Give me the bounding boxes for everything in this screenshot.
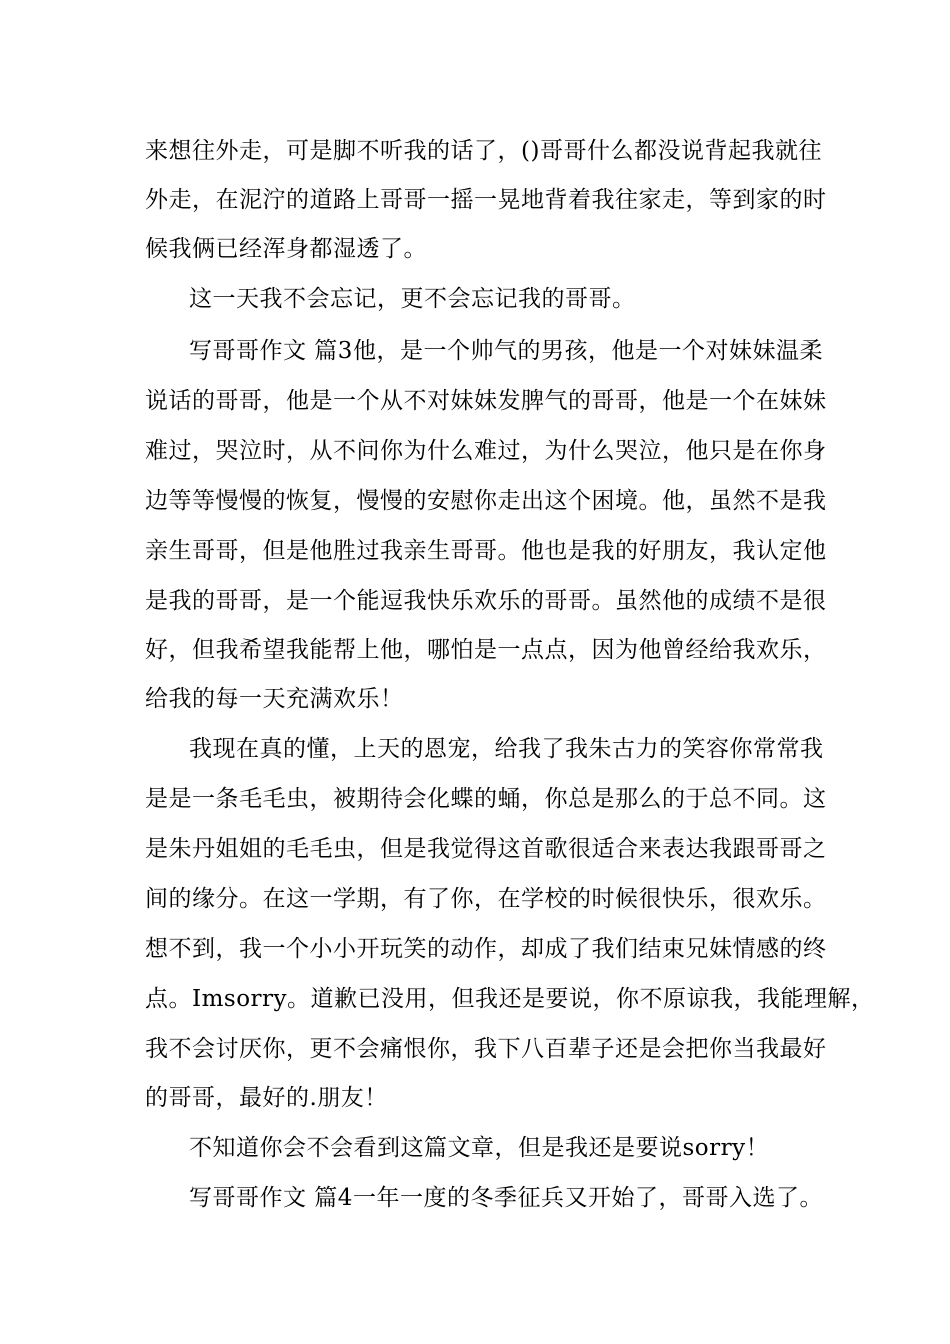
text-line: 写哥哥作文 篇4一年一度的冬季征兵又开始了，哥哥入选了。 (189, 1185, 823, 1211)
text-line: 点。Imsorry。道歉已没用，但我还是要说，你不原谅我，我能理解， (145, 986, 875, 1012)
text-line: 间的缘分。在这一学期，有了你，在学校的时候很快乐，很欢乐。 (145, 886, 827, 912)
text-line: 不知道你会不会看到这篇文章，但是我还是要说sorry！ (189, 1135, 770, 1161)
text-line: 来想往外走，可是脚不听我的话了，()哥哥什么都没说背起我就往 (145, 138, 822, 164)
text-line: 写哥哥作文 篇3他，是一个帅气的男孩，他是一个对妹妹温柔 (189, 338, 823, 364)
text-line: 想不到，我一个小小开玩笑的动作，却成了我们结束兄妹情感的终 (145, 936, 827, 962)
text-line: 边等等慢慢的恢复，慢慢的安慰你走出这个困境。他，虽然不是我 (145, 488, 827, 514)
text-line: 好，但我希望我能帮上他，哪怕是一点点，因为他曾经给我欢乐， (145, 637, 827, 663)
text-line: 这一天我不会忘记，更不会忘记我的哥哥。 (189, 286, 636, 312)
text-line: 我现在真的懂，上天的恩宠，给我了我朱古力的笑容你常常我 (189, 736, 824, 762)
text-line: 亲生哥哥，但是他胜过我亲生哥哥。他也是我的好朋友，我认定他 (145, 538, 827, 564)
text-line: 我不会讨厌你，更不会痛恨你，我下八百辈子还是会把你当我最好 (145, 1036, 827, 1062)
text-line: 是我的哥哥，是一个能逗我快乐欢乐的哥哥。虽然他的成绩不是很 (145, 588, 827, 614)
text-line: 外走，在泥泞的道路上哥哥一摇一晃地背着我往家走，等到家的时 (145, 187, 827, 213)
text-line: 是是一条毛毛虫，被期待会化蝶的蛹，你总是那么的于总不同。这 (145, 786, 827, 812)
text-line: 的哥哥，最好的.朋友！ (145, 1085, 388, 1111)
text-line: 给我的每一天充满欢乐！ (145, 686, 404, 712)
text-line: 是朱丹姐姐的毛毛虫，但是我觉得这首歌很适合来表达我跟哥哥之 (145, 836, 827, 862)
text-line: 候我俩已经浑身都湿透了。 (145, 236, 427, 262)
text-line: 说话的哥哥，他是一个从不对妹妹发脾气的哥哥，他是一个在妹妹 (145, 388, 827, 414)
text-line: 难过，哭泣时，从不问你为什么难过，为什么哭泣，他只是在你身 (145, 438, 827, 464)
